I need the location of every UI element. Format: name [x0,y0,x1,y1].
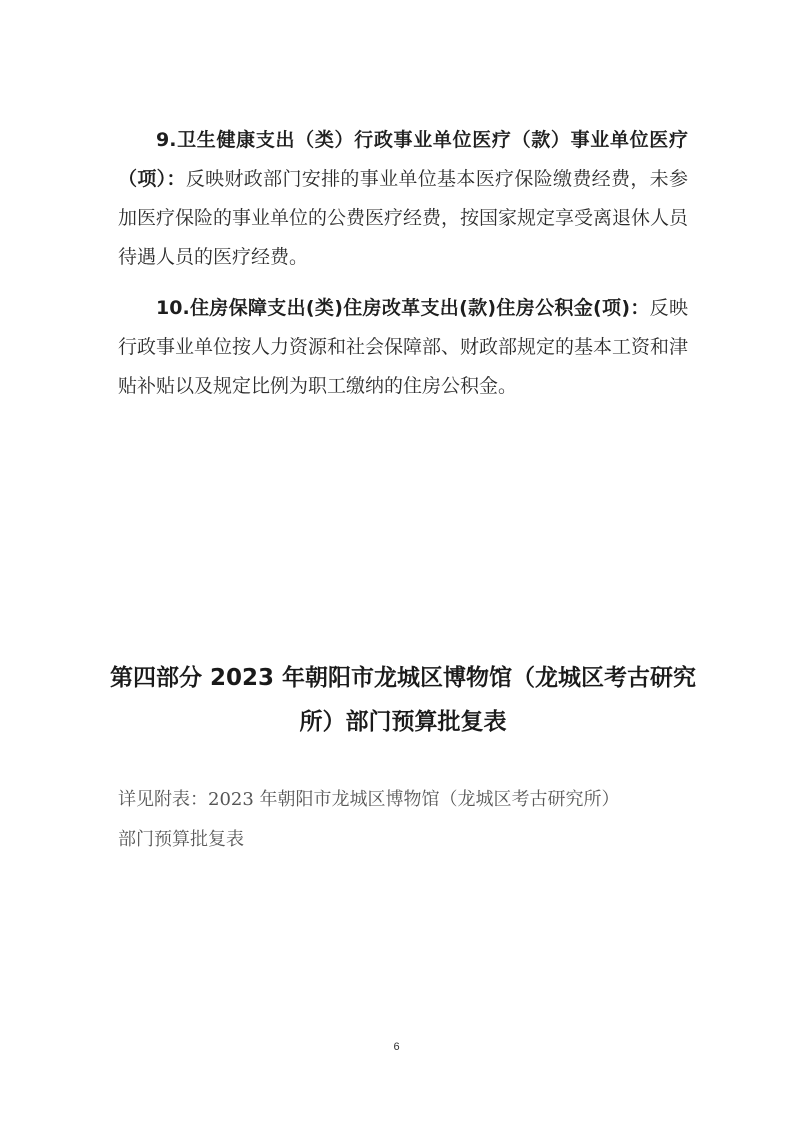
section-title [100,656,706,744]
item-10-heading: 10.住房保障支出(类)住房改革支出(款)住房公积金(项)： [156,297,650,319]
item-10-paragraph [118,289,688,406]
section-title-line-2: 所）部门预算批复表 [299,709,507,735]
section-title-line-1: 第四部分 2023 年朝阳市龙城区博物馆（龙城区考古研究 [109,665,697,691]
attachment-note-line-2: 部门预算批复表 [118,829,244,850]
attachment-note [118,780,698,860]
item-9-heading: 9.卫生健康支出（类）行政事业单位医疗（款）事业单位医疗（项）： [118,129,688,190]
item-9-body: 反映财政部门安排的事业单位基本医疗保险缴费经费，未参加医疗保险的事业单位的公费医疗经费，按国家规定享受离退休人员待遇人员的医疗经费。 [118,168,689,268]
attachment-note-line-1: 详见附表：2023 年朝阳市龙城区博物馆（龙城区考古研究所） [118,789,620,810]
item-9-paragraph [118,121,688,277]
item-10-body: 反映行政事业单位按人力资源和社会保障部、财政部规定的基本工资和津贴补贴以及规定比例为职工缴纳的住房公积金。 [118,297,689,397]
page-number: 6 [393,1041,400,1053]
